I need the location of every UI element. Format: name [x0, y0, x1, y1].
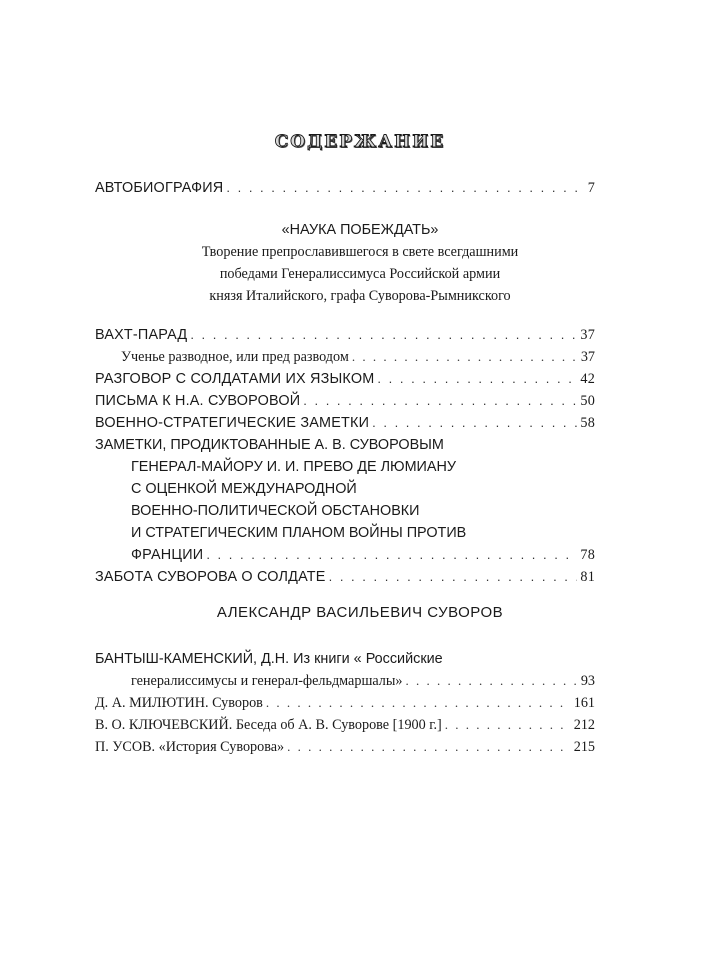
toc-entry[interactable]	[95, 390, 595, 412]
toc-entry-last-line	[95, 544, 595, 566]
dot-leader	[190, 324, 577, 346]
toc-entry-page: 78	[580, 547, 595, 563]
toc-entry-label-line: ГЕНЕРАЛ-МАЙОРУ И. И. ПРЕВО ДЕ ЛЮМИАНУ	[131, 459, 457, 475]
toc-entry-page: 37	[580, 327, 595, 343]
toc-entry[interactable]	[95, 692, 595, 714]
toc-entry[interactable]	[95, 368, 595, 390]
toc-entry-page: 215	[573, 739, 595, 755]
nauka-subtitle-line: Творение препрославившегося в свете всегдашними	[201, 244, 519, 260]
toc-entry[interactable]	[95, 714, 595, 736]
toc-entry-label: Д. А. МИЛЮТИН. Суворов	[95, 695, 263, 711]
toc-entry-label-line: ВОЕННО-ПОЛИТИЧЕСКОЙ ОБСТАНОВКИ	[131, 503, 420, 519]
dot-leader	[303, 390, 577, 412]
toc-entry-page: 93	[580, 673, 595, 689]
dot-leader	[377, 368, 577, 390]
toc-entry-page: 58	[580, 415, 595, 431]
toc-entry-label: АВТОБИОГРАФИЯ	[95, 180, 224, 196]
dot-leader	[352, 346, 578, 368]
toc-entry-label: В. О. КЛЮЧЕВСКИЙ. Беседа об А. В. Суворове [1900 г.]	[95, 717, 442, 733]
dot-leader	[226, 177, 584, 199]
toc-subentry[interactable]	[95, 346, 595, 368]
toc-entry[interactable]	[95, 412, 595, 434]
toc-entry-page: 42	[580, 371, 595, 387]
toc-entry-page: 37	[580, 349, 595, 365]
section-title: АЛЕКСАНДР ВАСИЛЬЕВИЧ СУВОРОВ	[216, 604, 504, 621]
toc-entry-label-line	[95, 648, 595, 670]
toc-entry[interactable]	[95, 566, 595, 588]
toc-entry-label: ФРАНЦИИ	[131, 547, 204, 563]
toc-entry-label: генералиссимусы и генерал-фельдмаршалы»	[131, 673, 403, 689]
nauka-title-block	[0, 219, 720, 307]
toc-entry-page: 7	[587, 180, 595, 196]
toc-entry[interactable]	[95, 177, 595, 199]
dot-leader	[329, 566, 578, 588]
toc-entry-label-line: С ОЦЕНКОЙ МЕЖДУНАРОДНОЙ	[131, 481, 357, 497]
dot-leader	[445, 714, 571, 736]
toc-entry-label: ВОЕННО-СТРАТЕГИЧЕСКИЕ ЗАМЕТКИ	[95, 415, 370, 431]
toc-entry-page: 161	[573, 695, 595, 711]
toc-entry-page: 81	[580, 569, 595, 585]
dot-leader	[372, 412, 577, 434]
nauka-subtitle-line: победами Генералиссимуса Российской армии	[219, 266, 501, 282]
toc-entry-label-line: ЗАМЕТКИ, ПРОДИКТОВАННЫЕ А. В. СУВОРОВЫМ	[95, 437, 444, 453]
toc-entry-label-line: И СТРАТЕГИЧЕСКИМ ПЛАНОМ ВОЙНЫ ПРОТИВ	[131, 525, 467, 541]
toc-entry-last-line	[95, 670, 595, 692]
toc-entry-page: 212	[573, 717, 595, 733]
dot-leader	[206, 544, 577, 566]
toc-entry-multiline[interactable]	[95, 434, 595, 566]
toc-entry-label: ПИСЬМА К Н.А. СУВОРОВОЙ	[95, 393, 301, 409]
toc-heading: СОДЕРЖАНИЕ	[274, 132, 446, 152]
toc-entry-label: ЗАБОТА СУВОРОВА О СОЛДАТЕ	[95, 569, 326, 585]
dot-leader	[266, 692, 571, 714]
toc-entry-label: ВАХТ-ПАРАД	[95, 327, 188, 343]
nauka-subtitle-line: князя Италийского, графа Суворова-Рымникского	[209, 288, 511, 304]
toc-entry-label: П. УСОВ. «История Суворова»	[95, 739, 285, 755]
toc-entry[interactable]	[95, 736, 595, 758]
toc-section-main	[95, 324, 595, 588]
toc-section-autobiography	[95, 177, 595, 199]
dot-leader	[406, 670, 578, 692]
nauka-title: «НАУКА ПОБЕЖДАТЬ»	[281, 222, 439, 238]
toc-entry[interactable]	[95, 324, 595, 346]
toc-entry-label: Ученье разводное, или пред разводом	[121, 349, 349, 365]
toc-section-suvorov	[95, 648, 595, 758]
toc-entry-label: РАЗГОВОР С СОЛДАТАМИ ИХ ЯЗЫКОМ	[95, 371, 375, 387]
toc-entry-label: БАНТЫШ-КАМЕНСКИЙ, Д.Н. Из книги « Российские	[95, 651, 443, 667]
toc-entry-multiline[interactable]	[95, 648, 595, 692]
dot-leader	[287, 736, 571, 758]
toc-entry-page: 50	[580, 393, 595, 409]
